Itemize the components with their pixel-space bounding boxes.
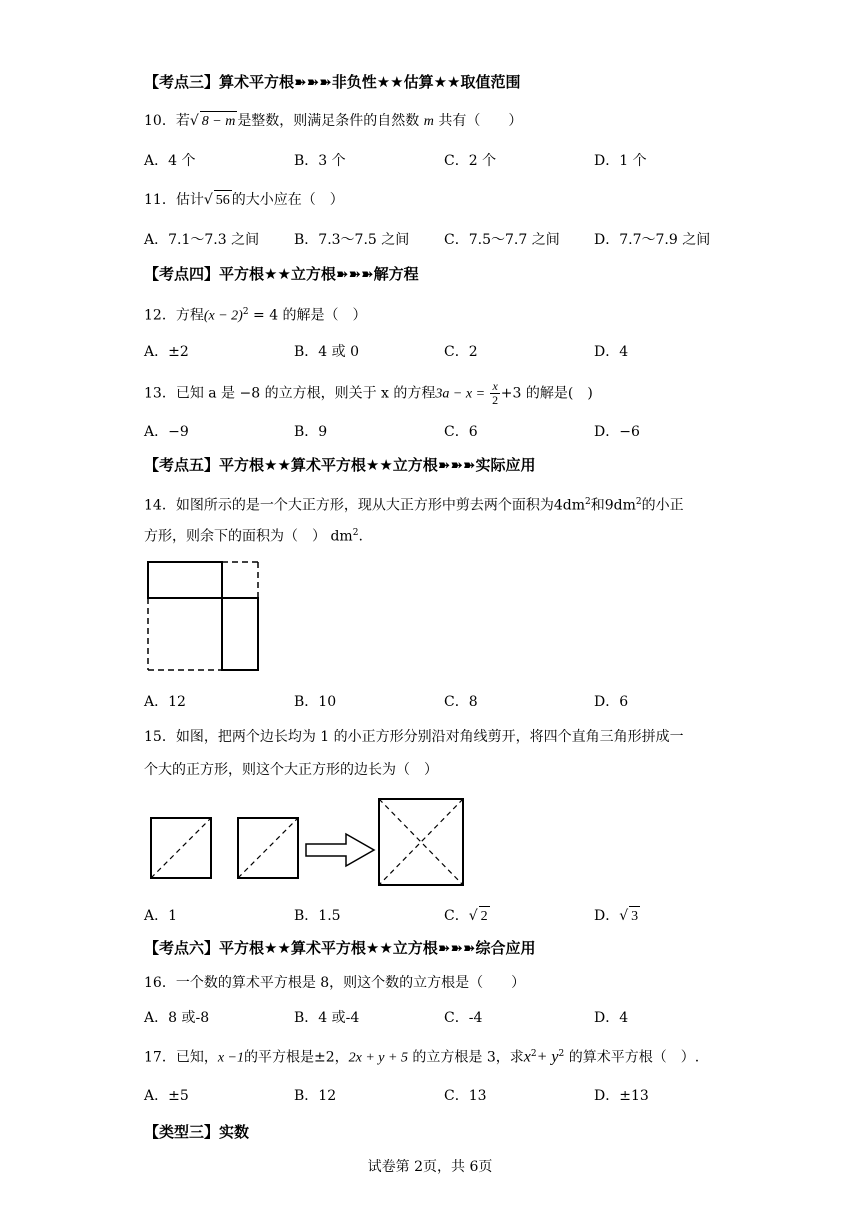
- page-footer: 试卷第 2页，共 6页: [367, 1159, 493, 1175]
- option-a: A．8 或-8: [144, 1010, 210, 1026]
- question-12: 12．方程$(x - 2)^2 = 4$ 的解是（ ）: [144, 307, 367, 324]
- option-a: A．7.1～7.3 之间: [144, 232, 260, 248]
- fraction: $\frac{x}{2}$: [492, 379, 499, 407]
- section-heading-type-3: 【类型三】实数: [144, 1123, 250, 1141]
- option-d: D．−6: [594, 424, 640, 440]
- option-b: B．4 或-4: [294, 1010, 360, 1026]
- question-17: 17．已知，x −1的平方根是±2，2x + y + 5 的立方根是 3，求$x^2+ y^2$ 的算术平方根（ ）.: [144, 1048, 700, 1066]
- option-b: B．7.3～7.5 之间: [294, 232, 410, 248]
- question-14-line-2: 方形，则余下的面积为（ ） $dm^2$.: [144, 528, 363, 545]
- option-c: C．13: [444, 1088, 487, 1104]
- question-15-line-2: 个大的正方形，则这个大正方形的边长为（ ）: [144, 762, 438, 778]
- option-a: A．1: [144, 908, 178, 924]
- option-b: B．10: [294, 694, 337, 710]
- option-a: A．±5: [144, 1088, 189, 1104]
- option-b: B．1.5: [294, 908, 341, 924]
- option-d: D．6: [594, 694, 629, 710]
- option-d: D．4: [594, 1010, 629, 1026]
- option-d: D．1 个: [594, 153, 647, 169]
- section-heading-kaodian-4: 【考点四】平方根★★立方根➽➽➽解方程: [144, 265, 419, 283]
- radicand: 8 − m: [200, 111, 238, 132]
- section-heading-kaodian-5: 【考点五】平方根★★算术平方根★★立方根➽➽➽实际应用: [144, 456, 536, 474]
- option-a: A．±2: [144, 344, 189, 360]
- option-c: C．7.5～7.7 之间: [444, 232, 560, 248]
- option-b: B．9: [294, 424, 328, 440]
- option-c: C．6: [444, 424, 478, 440]
- option-c: C．-4: [444, 1010, 483, 1026]
- figure-square-cut: [146, 560, 262, 674]
- option-d: D．4: [594, 344, 629, 360]
- question-14-line-1: 14．如图所示的是一个大正方形，现从大正方形中剪去两个面积为$4dm^2$和$9dm^2$的小正: [144, 497, 684, 514]
- option-d: D．±13: [594, 1088, 649, 1104]
- option-a: A．4 个: [144, 153, 196, 169]
- figure-squares-assembly: [146, 796, 468, 888]
- option-d: D．7.7～7.9 之间: [594, 232, 711, 248]
- option-b: B．12: [294, 1088, 337, 1104]
- question-10: 10．若√ 8 − m 是整数，则满足条件的自然数 m 共有（ ）: [144, 111, 522, 132]
- option-c: C．8: [444, 694, 478, 710]
- section-heading-kaodian-6: 【考点六】平方根★★算术平方根★★立方根➽➽➽综合应用: [144, 939, 536, 957]
- option-c: C．2: [444, 344, 478, 360]
- option-a: A．−9: [144, 424, 189, 440]
- option-d: D．√ 3: [594, 906, 640, 927]
- option-b: B．3 个: [294, 153, 346, 169]
- section-heading-kaodian-3: 【考点三】算术平方根➽➽➽非负性★★估算★★取值范围: [144, 73, 521, 91]
- option-c: C．2 个: [444, 153, 497, 169]
- option-b: B．4 或 0: [294, 344, 360, 360]
- question-15-line-1: 15．如图，把两个边长均为 1 的小正方形分别沿对角线剪开，将四个直角三角形拼成一: [144, 729, 684, 745]
- question-13: 13．已知 a 是 −8 的立方根，则关于 x 的方程3a − x = $\frac{x}{2}$ +3 的解是( ): [144, 379, 593, 407]
- option-a: A．12: [144, 694, 186, 710]
- option-c: C．√ 2: [444, 906, 490, 927]
- question-16: 16．一个数的算术平方根是 8，则这个数的立方根是（ ）: [144, 975, 526, 991]
- question-11: 11．估计√ 56 的大小应在（ ）: [144, 190, 344, 211]
